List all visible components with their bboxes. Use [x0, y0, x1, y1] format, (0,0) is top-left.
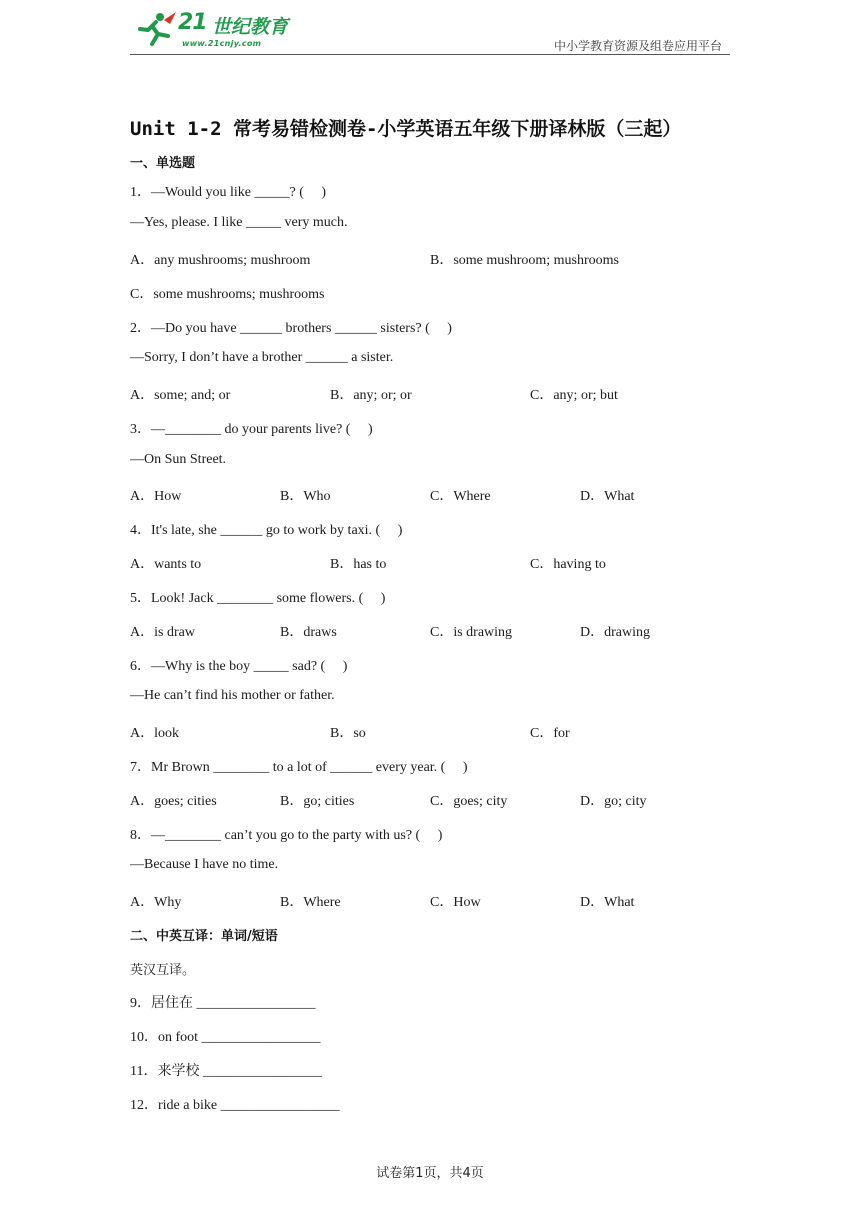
q1-option-c: C．some mushrooms; mushrooms — [130, 287, 325, 302]
q6-option-b: B．so — [330, 726, 366, 741]
question-6-reply: —He can’t find his mother or father. — [130, 688, 335, 703]
q3-option-b: B．Who — [280, 489, 331, 504]
question-8: 8．—________ can’t you go to the party with us? ( ) — [130, 828, 443, 843]
q3-option-a: A．How — [130, 489, 182, 504]
q8-option-b: B．Where — [280, 895, 341, 910]
q2-option-a: A．some; and; or — [130, 388, 231, 403]
q8-option-a: A．Why — [130, 895, 182, 910]
logo — [130, 8, 305, 52]
q7-option-a: A．goes; cities — [130, 794, 217, 809]
q4-option-b: B．has to — [330, 557, 387, 572]
logo-number: 21 — [178, 10, 207, 35]
q1-option-b: B．some mushroom; mushrooms — [430, 253, 620, 268]
q8-option-c: C．How — [430, 895, 481, 910]
q2-option-c: C．any; or; but — [530, 388, 618, 403]
question-11: 11．来学校 _________________ — [130, 1064, 322, 1079]
question-9: 9．居住在 _________________ — [130, 996, 316, 1011]
q3-option-d: D．What — [580, 489, 635, 504]
q5-option-a: A．is draw — [130, 625, 195, 640]
q7-option-b: B．go; cities — [280, 794, 355, 809]
runner-icon — [130, 10, 178, 50]
question-3-reply: —On Sun Street. — [130, 452, 227, 467]
page-title: Unit 1-2 常考易错检测卷-小学英语五年级下册译林版（三起） — [130, 118, 682, 140]
question-7: 7．Mr Brown ________ to a lot of ______ every year. ( ) — [130, 760, 468, 775]
question-8-reply: —Because I have no time. — [130, 857, 279, 872]
q4-option-c: C．having to — [530, 557, 606, 572]
q1-option-a: A．any mushrooms; mushroom — [130, 253, 311, 268]
question-4: 4．It's late, she ______ go to work by taxi. ( ) — [130, 523, 403, 538]
question-6: 6．—Why is the boy _____ sad? ( ) — [130, 659, 348, 674]
instruction: 英汉互译。 — [130, 963, 196, 978]
page-header — [130, 8, 730, 55]
q7-option-d: D．go; city — [580, 794, 647, 809]
question-1-reply: —Yes, please. I like _____ very much. — [130, 215, 348, 230]
q5-option-d: D．drawing — [580, 625, 650, 640]
q8-option-d: D．What — [580, 895, 635, 910]
question-2-reply: —Sorry, I don’t have a brother ______ a sister. — [130, 350, 394, 365]
section-heading-1: 一、单选题 — [130, 156, 196, 171]
question-5: 5．Look! Jack ________ some flowers. ( ) — [130, 591, 386, 606]
page-footer: 试卷第1页，共4页 — [376, 1166, 484, 1181]
question-12: 12．ride a bike _________________ — [130, 1098, 340, 1113]
question-2: 2．—Do you have ______ brothers ______ sisters? ( ) — [130, 321, 452, 336]
logo-text: 世纪教育 — [212, 16, 289, 38]
q2-option-b: B．any; or; or — [330, 388, 412, 403]
q4-option-a: A．wants to — [130, 557, 202, 572]
question-3: 3．—________ do your parents live? ( ) — [130, 422, 373, 437]
logo-url: www.21cnjy.com — [182, 39, 262, 48]
q7-option-c: C．goes; city — [430, 794, 508, 809]
question-1: 1．—Would you like _____? ( ) — [130, 185, 327, 200]
q5-option-b: B．draws — [280, 625, 337, 640]
q6-option-a: A．look — [130, 726, 179, 741]
section-heading-2: 二、中英互译：单词/短语 — [130, 929, 278, 944]
q5-option-c: C．is drawing — [430, 625, 513, 640]
q3-option-c: C．Where — [430, 489, 491, 504]
q6-option-c: C．for — [530, 726, 570, 741]
platform-name: 中小学教育资源及组卷应用平台 — [553, 39, 722, 53]
question-10: 10．on foot _________________ — [130, 1030, 321, 1045]
